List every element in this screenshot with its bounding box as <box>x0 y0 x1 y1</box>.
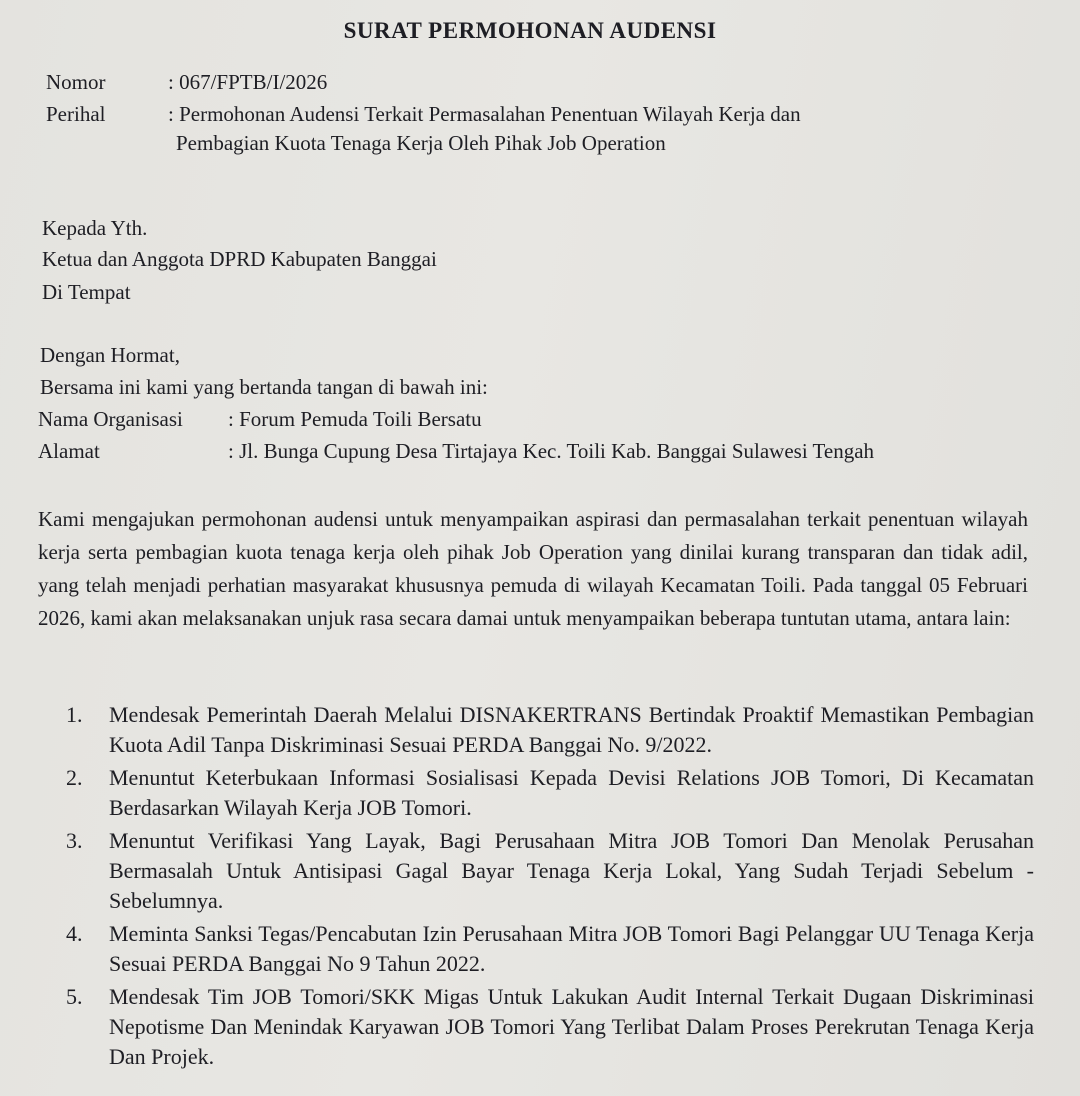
list-item-number: 2. <box>66 765 83 790</box>
body-paragraph: Kami mengajukan permohonan audensi untuk menyampaikan aspirasi dan permasalahan terkait penentuan wilayah kerja serta pembagian kuota tenaga kerja oleh pihak Job Operation yang dinilai kurang transparan dan tidak adil, yang telah menjadi perhatian masyarakat khususnya pemuda di wilayah Kecamatan Toili. Pada tanggal 05 Februari 2026, kami akan melaksanakan unjuk rasa secara damai untuk menyampaikan beberapa tuntutan utama, antara lain: <box>38 507 1028 630</box>
nomor-label: Nomor <box>46 70 106 94</box>
organization-label: Nama Organisasi <box>38 407 183 431</box>
list-item <box>66 826 1034 916</box>
address-label: Alamat <box>38 439 100 463</box>
list-item <box>66 763 1034 823</box>
perihal-value-line2: Pembagian Kuota Tenaga Kerja Oleh Pihak Job Operation <box>176 131 666 155</box>
list-item-text: Meminta Sanksi Tegas/Pencabutan Izin Perusahaan Mitra JOB Tomori Bagi Pelanggar UU Tenaga Kerja Sesuai PERDA Banggai No 9 Tahun 2022. <box>109 921 1034 976</box>
demands-list <box>66 700 1034 1075</box>
letter-title: SURAT PERMOHONAN AUDENSI <box>343 18 717 43</box>
list-item-text: Mendesak Pemerintah Daerah Melalui DISNAKERTRANS Bertindak Proaktif Memastikan Pembagian Kuota Adil Tanpa Diskriminasi Sesuai PERDA Banggai No. 9/2022. <box>109 702 1034 757</box>
greeting: Dengan Hormat, <box>40 343 180 367</box>
nomor-value: : 067/FPTB/I/2026 <box>168 70 328 94</box>
list-item-number: 3. <box>66 828 83 853</box>
recipient-name: Ketua dan Anggota DPRD Kabupaten Banggai <box>42 247 437 271</box>
list-item <box>66 700 1034 760</box>
list-item-number: 4. <box>66 921 83 946</box>
perihal-value-line1: : Permohonan Audensi Terkait Permasalahan Penentuan Wilayah Kerja dan <box>168 102 801 126</box>
list-item <box>66 919 1034 979</box>
list-item <box>66 982 1034 1072</box>
intro-line: Bersama ini kami yang bertanda tangan di bawah ini: <box>40 375 488 399</box>
list-item-text: Mendesak Tim JOB Tomori/SKK Migas Untuk Lakukan Audit Internal Terkait Dugaan Diskriminasi Nepotisme Dan Menindak Karyawan JOB Tomori Yang Terlibat Dalam Proses Perekrutan Tenaga Kerja Dan Projek. <box>109 984 1034 1069</box>
address-value: : Jl. Bunga Cupung Desa Tirtajaya Kec. Toili Kab. Banggai Sulawesi Tengah <box>228 439 875 463</box>
list-item-number: 5. <box>66 984 83 1009</box>
recipient-place: Di Tempat <box>42 280 131 304</box>
list-item-text: Menuntut Verifikasi Yang Layak, Bagi Perusahaan Mitra JOB Tomori Dan Menolak Perusahan Bermasalah Untuk Antisipasi Gagal Bayar Tenaga Kerja Lokal, Yang Sudah Terjadi Sebelum - Sebelumnya. <box>109 828 1034 913</box>
perihal-label: Perihal <box>46 102 106 126</box>
list-item-text: Menuntut Keterbukaan Informasi Sosialisasi Kepada Devisi Relations JOB Tomori, Di Kecamatan Berdasarkan Wilayah Kerja JOB Tomori. <box>109 765 1034 820</box>
recipient-salutation: Kepada Yth. <box>42 216 148 240</box>
list-item-number: 1. <box>66 702 83 727</box>
organization-value: : Forum Pemuda Toili Bersatu <box>228 407 482 431</box>
